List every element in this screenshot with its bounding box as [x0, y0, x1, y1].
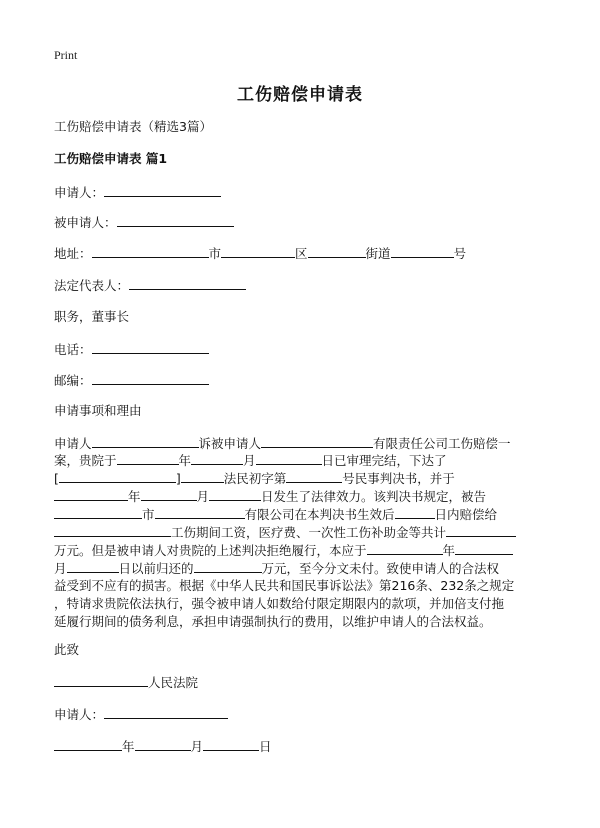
address-field: [54, 244, 466, 263]
respondent-blank[interactable]: [117, 213, 234, 227]
body-text: 万元，至今分文未付。致使申请人的合法权: [261, 561, 500, 576]
legal-rep-field: [54, 276, 246, 295]
due-day-blank[interactable]: [67, 559, 119, 573]
body-text: 申请人: [54, 436, 92, 451]
body-text: 日已审理完结，下达了: [321, 453, 447, 468]
street-label: 街道: [365, 246, 391, 261]
body-text: 市: [142, 507, 155, 522]
phone-blank[interactable]: [92, 340, 209, 354]
number-label: 号: [453, 246, 467, 261]
section-heading: 工伤赔偿申请表 篇1: [54, 151, 168, 166]
body-line-6: [54, 523, 516, 542]
sign-month-blank[interactable]: [135, 737, 191, 751]
district-label: 区: [295, 246, 308, 261]
district-blank[interactable]: [308, 244, 366, 258]
body-text: 日以前归还的: [118, 561, 194, 576]
legal-rep-label: 法定代表人：: [54, 278, 130, 293]
print-label: Print: [54, 48, 78, 62]
case-number-blank[interactable]: [286, 469, 342, 483]
signature-blank[interactable]: [104, 705, 228, 719]
effective-year-blank[interactable]: [54, 487, 128, 501]
court-prefix-blank[interactable]: [181, 469, 224, 483]
year-label: 年: [122, 739, 135, 754]
body-text: 月: [196, 489, 210, 504]
due-year-blank[interactable]: [367, 541, 443, 555]
city-label: 市: [208, 246, 222, 261]
address-label: 地址：: [54, 246, 92, 261]
total-amount-blank[interactable]: [446, 523, 516, 537]
closing: 此致: [54, 642, 80, 657]
body-line-7: [54, 541, 513, 560]
body-line-2: [54, 451, 447, 470]
body-text: 工伤期间工资，医疗费、一次性工伤补助金等共计: [171, 525, 447, 540]
postcode-blank[interactable]: [92, 371, 209, 385]
body-line-9: 益受到不应有的损害。根据《中华人民共和国民事诉讼法》第216条、232条之规定: [54, 578, 515, 593]
body-text: 法民初字第: [223, 471, 287, 486]
body-text: 有限公司在本判决书生效后: [244, 507, 395, 522]
court-name-blank[interactable]: [54, 673, 148, 687]
body-text: 月: [243, 453, 256, 468]
signature-field: [54, 705, 228, 724]
postcode-label: 邮编：: [54, 373, 92, 388]
body-line-5: [54, 505, 497, 524]
reason-heading: 申请事项和理由: [54, 403, 142, 418]
phone-field: [54, 340, 209, 359]
defendant-city-blank[interactable]: [54, 505, 142, 519]
body-text: 万元。但是被申请人对贵院的上述判决拒绝履行，本应于: [54, 543, 367, 558]
case-year-blank[interactable]: [59, 469, 176, 483]
body-text: 诉被申请人: [198, 436, 262, 451]
body-text: 有限责任公司工伤赔偿一: [373, 436, 511, 451]
days-blank[interactable]: [395, 505, 435, 519]
due-month-pre-blank[interactable]: [455, 541, 513, 555]
applicant-blank[interactable]: [104, 183, 221, 197]
respondent-name-blank[interactable]: [261, 434, 373, 448]
body-text: 号民事判决书，并于: [342, 471, 455, 486]
city-blank[interactable]: [221, 244, 295, 258]
position-text: 职务，董事长: [54, 309, 130, 324]
defendant-company-blank[interactable]: [155, 505, 245, 519]
body-text: 日内赔偿给: [434, 507, 498, 522]
effective-month-blank[interactable]: [141, 487, 197, 501]
applicant-field: [54, 183, 221, 202]
applicant-label: 申请人：: [54, 185, 105, 200]
month-label: 月: [190, 739, 204, 754]
body-line-4: [54, 487, 486, 506]
effective-day-blank[interactable]: [209, 487, 261, 501]
body-text: 年: [128, 489, 141, 504]
postcode-field: [54, 371, 209, 390]
address-blank[interactable]: [92, 244, 209, 258]
body-text: 年: [178, 453, 192, 468]
day-blank[interactable]: [256, 451, 322, 465]
applicant-name-blank[interactable]: [92, 434, 199, 448]
court-line: [54, 673, 198, 692]
phone-label: 电话：: [54, 342, 92, 357]
body-text: 年: [442, 543, 456, 558]
body-text: 案，贵院于: [54, 453, 117, 468]
body-text: ]: [175, 471, 181, 486]
body-text: 月: [54, 561, 67, 576]
body-text: 日发生了法律效力。该判决书规定，被告: [261, 489, 487, 504]
unpaid-amount-blank[interactable]: [194, 559, 262, 573]
body-line-3: [54, 469, 455, 488]
document-subtitle: 工伤赔偿申请表（精选3篇）: [54, 119, 212, 134]
sign-day-blank[interactable]: [203, 737, 259, 751]
recipient-blank[interactable]: [54, 523, 171, 537]
signature-label: 申请人：: [54, 707, 105, 722]
day-label: 日: [259, 739, 272, 754]
legal-rep-blank[interactable]: [129, 276, 246, 290]
respondent-field: [54, 213, 234, 232]
month-blank[interactable]: [191, 451, 243, 465]
sign-year-blank[interactable]: [54, 737, 122, 751]
page-title: 工伤赔偿申请表: [237, 85, 363, 105]
respondent-label: 被申请人：: [54, 215, 117, 230]
date-line: [54, 737, 272, 756]
year-blank[interactable]: [117, 451, 179, 465]
body-line-8: [54, 559, 499, 578]
street-blank[interactable]: [391, 244, 454, 258]
body-text: [: [54, 471, 59, 486]
body-line-11: 延履行期间的债务利息，承担申请强制执行的费用，以维护申请人的合法权益。: [54, 614, 492, 629]
court-label: 人民法院: [148, 675, 199, 690]
body-line-10: ，特请求贵院依法执行，强令被申请人如数给付限定期限内的款项，并加倍支付拖: [54, 596, 505, 611]
